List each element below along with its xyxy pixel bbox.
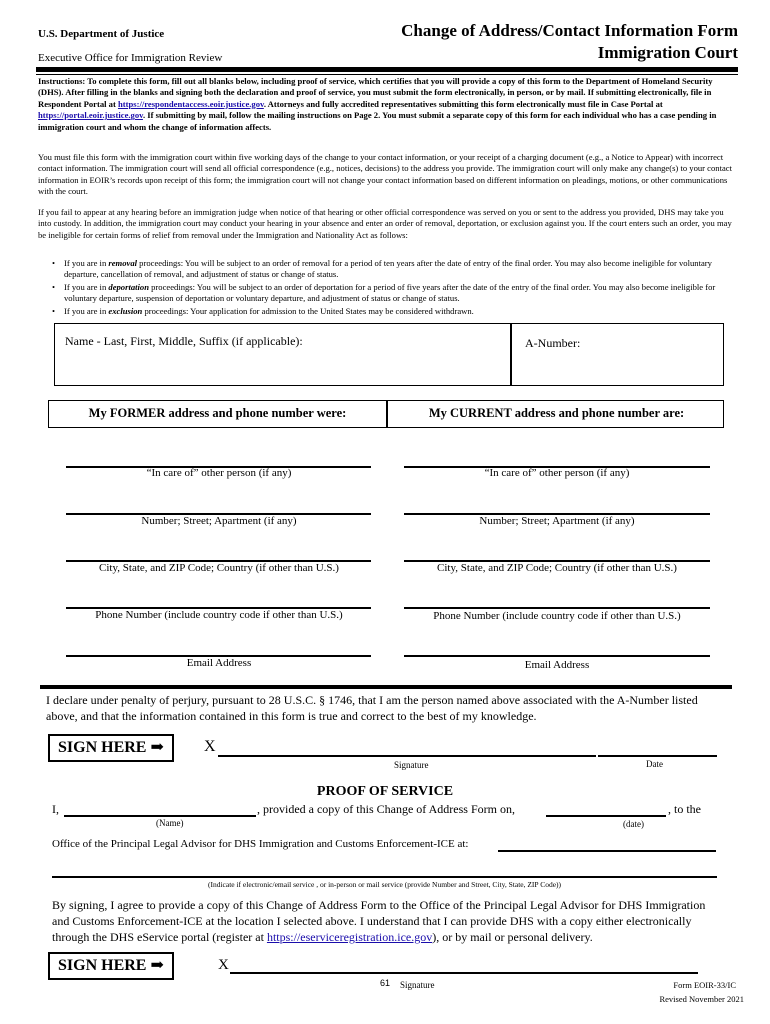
form-id: Form EOIR-33/IC xyxy=(673,980,736,990)
eservice-registration-link[interactable]: https://eserviceregistration.ice.gov xyxy=(266,930,433,944)
date-line[interactable] xyxy=(598,755,717,757)
form-title-line1: Change of Address/Contact Information Form xyxy=(401,21,738,40)
signature-line[interactable] xyxy=(218,755,596,757)
section-divider xyxy=(40,685,732,689)
consequence-list xyxy=(52,258,736,318)
field-label: Email Address xyxy=(524,659,590,671)
proof-i-label: I, xyxy=(52,802,59,816)
instructions-part1: Instructions: To complete this form, fill out all blanks below, including proof of service, which certifies that you will provide a copy of this form to the Department of Homeland Security (DHS). After filling in the blanks and signing both the declaration and proof of service, you must submit the form electronically, in person, or by mail. If submitting electronically, file in Respondent Portal at xyxy=(38,76,713,109)
name-anumber-box[interactable] xyxy=(54,323,724,386)
form-title-line2: Immigration Court xyxy=(597,43,738,62)
list-item: • If you are in exclusion proceedings: Your application for admission to the United States may be considered withdrawn. xyxy=(52,306,736,317)
anumber-label: A-Number: xyxy=(525,336,581,350)
proof-name-field[interactable] xyxy=(64,815,256,817)
ice-office-label: Office of the Principal Legal Advisor for DHS Immigration and Customs Enforcement-ICE at: xyxy=(52,838,469,850)
field-label: Phone Number (include country code if other than U.S.) xyxy=(95,609,343,621)
proof-signature-label: Signature xyxy=(400,980,435,990)
proof-name-label: (Name) xyxy=(156,818,184,828)
field-label: Number; Street; Apartment (if any) xyxy=(479,515,635,527)
field-label: “In care of” other person (if any) xyxy=(146,467,292,479)
current-email-field[interactable] xyxy=(404,655,710,657)
current-address-header: My CURRENT address and phone number are: xyxy=(428,406,685,420)
ice-address-field-1[interactable] xyxy=(498,850,716,852)
respondent-portal-link[interactable]: https://respondentaccess.eoir.justice.gov xyxy=(117,98,264,109)
instructions-part3: . If submitting by mail, follow the mailing instructions on Page 2. You must submit a separate copy of this form for each individual who has a case pending in immigration court and whom the change of information affects. xyxy=(38,110,717,132)
agency-name: U.S. Department of Justice xyxy=(38,28,165,40)
header-rule xyxy=(36,67,738,72)
signature-x-mark-2: X xyxy=(218,957,229,973)
address-header-box xyxy=(48,400,724,428)
field-label: Email Address xyxy=(186,657,252,669)
proof-signature-line[interactable] xyxy=(230,972,698,974)
sign-here-button-2[interactable]: SIGN HERE ➡ xyxy=(48,952,174,980)
sign-here-button[interactable]: SIGN HERE ➡ xyxy=(48,734,174,762)
name-label: Name - Last, First, Middle, Suffix (if applicable): xyxy=(65,334,303,348)
signature-label: Signature xyxy=(394,760,429,770)
failure-paragraph: If you fail to appear at any hearing before an immigration judge when notice of that hearing or other official correspondence was served on you or sent to the address you provided, DHS may take you into custody. In addition, the immigration court may conduct your hearing in your absence and enter an order of removal, deportation, or exclusion against you. If the court enters such an order, you may be ineligible for certain forms of relief from removal under the Immigration and Nationality Act as follows: xyxy=(38,207,732,240)
proof-date-label: (date) xyxy=(623,819,644,829)
field-label: City, State, and ZIP Code; Country (if other than U.S.) xyxy=(437,562,677,574)
case-portal-link[interactable]: https://portal.eoir.justice.gov xyxy=(38,110,143,121)
field-label: “In care of” other person (if any) xyxy=(484,467,630,479)
ice-address-field-2[interactable] xyxy=(52,876,717,878)
current-phone-field[interactable] xyxy=(404,607,710,609)
proof-mid-text: , provided a copy of this Change of Address Form on, xyxy=(257,802,515,816)
field-label: City, State, and ZIP Code; Country (if other than U.S.) xyxy=(99,562,339,574)
proof-of-service-title: PROOF OF SERVICE xyxy=(316,784,454,799)
field-label: Number; Street; Apartment (if any) xyxy=(141,515,297,527)
instructions xyxy=(38,76,738,133)
date-label: Date xyxy=(646,759,663,769)
header-rule-thin xyxy=(36,74,738,75)
office-name: Executive Office for Immigration Review xyxy=(38,52,223,64)
former-address-header: My FORMER address and phone number were: xyxy=(88,406,347,420)
proof-date-field[interactable] xyxy=(546,815,666,817)
page-number: 61 xyxy=(380,978,391,988)
proof-end-text: , to the xyxy=(668,802,701,816)
service-method-note: (Indicate if electronic/email service , or in-person or mail service (provide Number and Street, City, State, ZIP Code)) xyxy=(207,880,562,889)
instructions-part2: . Attorneys and fully accredited representatives submitting this form electronically must file in Case Portal at xyxy=(263,98,663,109)
form-title xyxy=(401,20,738,64)
list-item: • If you are in removal proceedings: You will be subject to an order of removal for a period of ten years after the date of entry of the final order. You may also become ineligible for voluntary departure, cancellation of removal, and adjustment of status or change of status. xyxy=(52,258,736,281)
signature-x-mark: X xyxy=(204,738,216,755)
revision-date: Revised November 2021 xyxy=(659,994,744,1004)
declaration-text: I declare under penalty of perjury, pursuant to 28 U.S.C. § 1746, that I am the person named above associated with the A-Number listed above, and that the information contained in this form is true and correct to the best of my knowledge. xyxy=(46,693,698,723)
filing-paragraph: You must file this form with the immigration court within five working days of the change to your contact information, or your receipt of a charging document (e.g., a Notice to Appear) with incorrect contact information. The immigration court will send all official correspondence (e.g., notices, decisions) to the address you provide. The immigration court will only make any change(s) to your contact information in EOIR’s records upon receipt of this form; the immigration court will not change your contact information based on different information on pleadings, motions, or other communications with the court. xyxy=(38,152,732,197)
field-label: Phone Number (include country code if other than U.S.) xyxy=(433,610,681,622)
list-item: • If you are in deportation proceedings: You will be subject to an order of deportation for a period of five years after the date of the entry of the final order. You may also become ineligible for voluntary departure, suspension of deportation or voluntary departure, and adjustment of status or change of status. xyxy=(52,282,736,305)
proof-agreement-text: By signing, I agree to provide a copy of this Change of Address Form to the Office of the Principal Legal Advisor for DHS Immigration and Customs Enforcement-ICE at the location I selected above. I understand that I can provide DHS with a copy either electronically through the DHS eService portal (register at https://eserviceregistration.ice.gov), or by mail or personal delivery. xyxy=(52,898,706,944)
